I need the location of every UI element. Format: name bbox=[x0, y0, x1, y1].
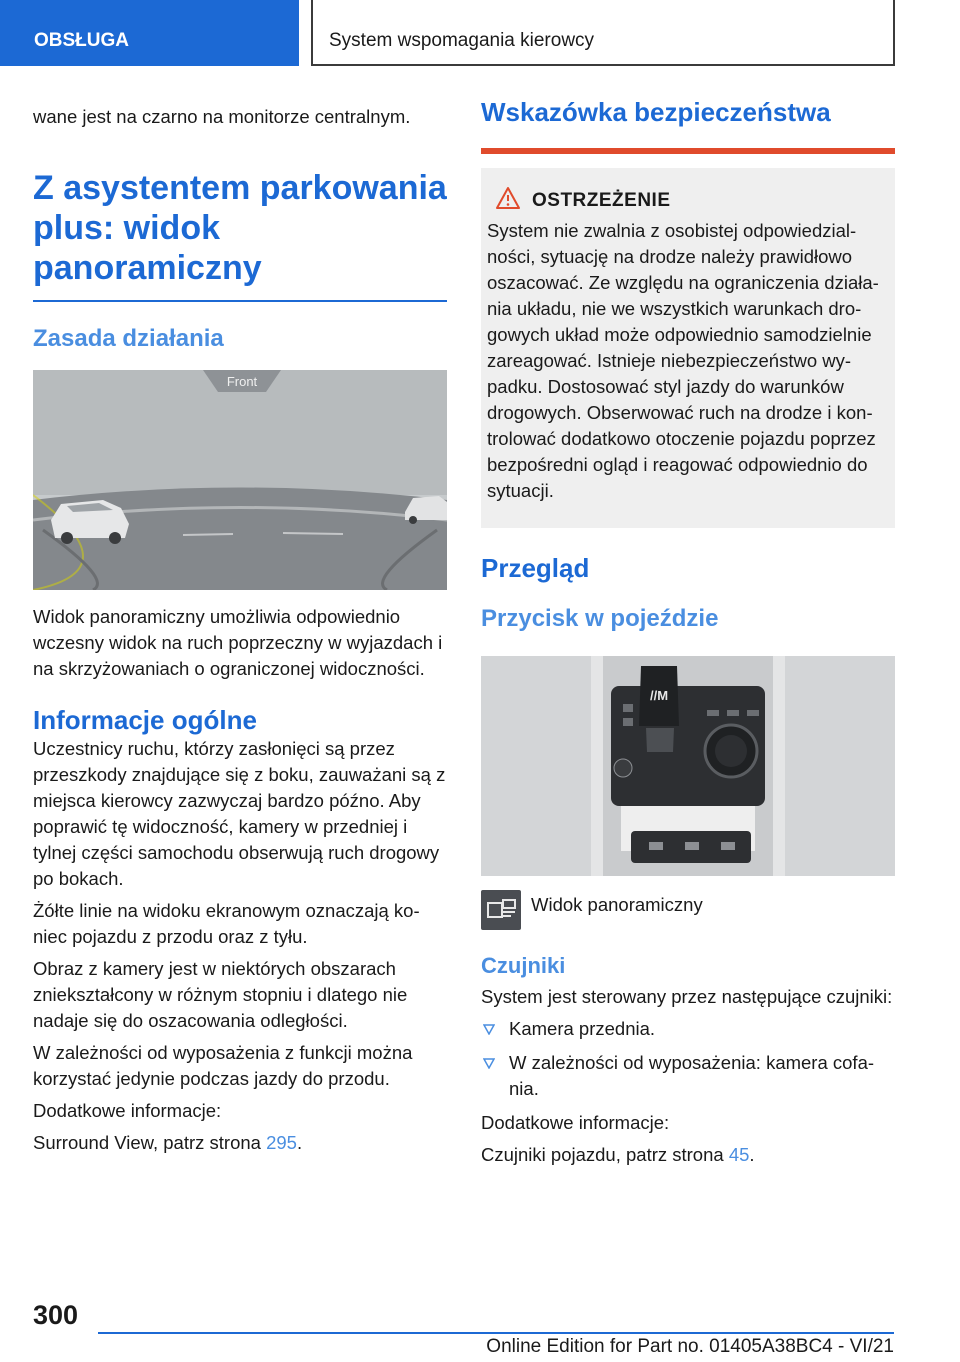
warning-title-row bbox=[487, 190, 887, 212]
bullet-triangle-icon bbox=[483, 1024, 495, 1035]
more-info-label: Dodatkowe informacje: bbox=[481, 1112, 670, 1133]
general-paragraph-3: Obraz z kamery jest w niektórych obszarach zniekształcony w różnym stopniu i dlatego nie nadaje się do oszacowania odległości. bbox=[33, 958, 408, 1031]
sensors-text: System jest sterowany przez następujące czujniki: bbox=[481, 986, 893, 1007]
car-left-illustration bbox=[51, 500, 129, 544]
section-tab: OBSŁUGA bbox=[0, 0, 299, 66]
reference-end: . bbox=[296, 1132, 303, 1153]
page-number: 300 bbox=[33, 1300, 79, 1330]
reference-end: . bbox=[749, 1144, 755, 1165]
warning-box bbox=[481, 168, 895, 528]
warning-title: OSTRZEŻENIE bbox=[532, 190, 671, 211]
sensors-heading: Czujniki bbox=[481, 953, 566, 978]
svg-text://M: //M bbox=[649, 688, 669, 703]
list-item bbox=[481, 1016, 895, 1042]
more-info-label: Dodatkowe informacje: bbox=[33, 1100, 222, 1121]
intro-text: wane jest na czarno na monitorze centralnym. bbox=[33, 106, 411, 127]
footer-divider bbox=[98, 1332, 894, 1334]
reference-text: Czujniki pojazdu, patrz strona bbox=[481, 1144, 729, 1165]
sensors-list bbox=[481, 1016, 895, 1102]
general-heading: Informacje ogólne bbox=[33, 705, 257, 735]
panoramic-view-figure bbox=[33, 370, 447, 590]
panoramic-view-button-label: Widok panoramiczny bbox=[531, 894, 703, 915]
list-item-text: Kamera przednia. bbox=[509, 1018, 656, 1039]
page-link-295[interactable]: 295 bbox=[266, 1132, 297, 1153]
page-footer bbox=[0, 1290, 960, 1362]
principle-text: Widok panoramiczny umożliwia odpowiednio wczesny widok na ruch poprzeczny w wyjazdach i na skrzyżowaniach o ograniczonej widoczności. bbox=[33, 606, 443, 679]
list-item bbox=[481, 1050, 895, 1102]
list-item-text: W zależności od wyposażenia: kamera cofania. bbox=[509, 1052, 875, 1099]
page-header bbox=[0, 0, 960, 66]
center-console-figure bbox=[481, 656, 895, 876]
page-link-45[interactable]: 45 bbox=[728, 1144, 750, 1165]
safety-heading: Wskazówka bezpieczeństwa bbox=[481, 96, 895, 154]
reference-text: Surround View, patrz strona bbox=[33, 1132, 267, 1153]
warning-triangle-icon bbox=[495, 186, 521, 210]
panoramic-view-button-icon bbox=[481, 890, 521, 930]
right-column bbox=[481, 96, 895, 1174]
center-console-illustration bbox=[481, 656, 895, 876]
panoramic-button-row bbox=[481, 890, 895, 930]
left-column bbox=[33, 96, 447, 1162]
bullet-triangle-icon bbox=[483, 1058, 495, 1069]
edition-text: Online Edition for Part no. 01405A38BC4 - VI/21 bbox=[486, 1336, 894, 1357]
sensors-reference bbox=[481, 1142, 895, 1168]
general-paragraph-4: W zależności od wyposażenia z funkcji można korzystać jedynie podczas jazdy do przodu. bbox=[33, 1042, 413, 1089]
general-paragraph-1: Uczestnicy ruchu, którzy zasłonięci są przez przeszkody znajdujące się z boku, zauważani są z miejsca kierowcy zazwyczaj bardzo późno. Aby poprawić tę widoczność, kamery w przedniej i tylnej części samochodu obserwują ruch drogowy po bokach. bbox=[33, 738, 446, 889]
general-paragraph-2: Żółte linie na widoku ekranowym oznaczają koniec pojazdu z przodu oraz z tyłu. bbox=[33, 900, 420, 947]
panoramic-view-illustration bbox=[33, 370, 447, 590]
section-title: Z asystentem parkowania plus: widok panoramiczny bbox=[33, 168, 447, 302]
button-heading: Przycisk w pojeździe bbox=[481, 605, 719, 632]
front-label: Front bbox=[226, 374, 258, 389]
warning-text: System nie zwalnia z osobistej odpowiedzialności, sytuację na drodze należy prawidłowo oszacować. Ze względu na ograniczenia działania układu, nie we wszystkich warunkach drogowych układ może odpowiednio samodzielnie zareagować. Istnieje niebezpieczeństwo wypadku. Dostosować styl jazdy do warunków drogowych. Obserwować ruch na drodze i kontrolować dodatkowo otoczenie pojazdu poprzez bezpośredni ogląd i reagować odpowiednio do sytuacji. bbox=[487, 220, 879, 501]
surround-view-reference bbox=[33, 1130, 447, 1156]
principle-heading: Zasada działania bbox=[33, 325, 224, 352]
overview-heading: Przegląd bbox=[481, 553, 590, 583]
chapter-title: System wspomagania kierowcy bbox=[311, 0, 895, 66]
